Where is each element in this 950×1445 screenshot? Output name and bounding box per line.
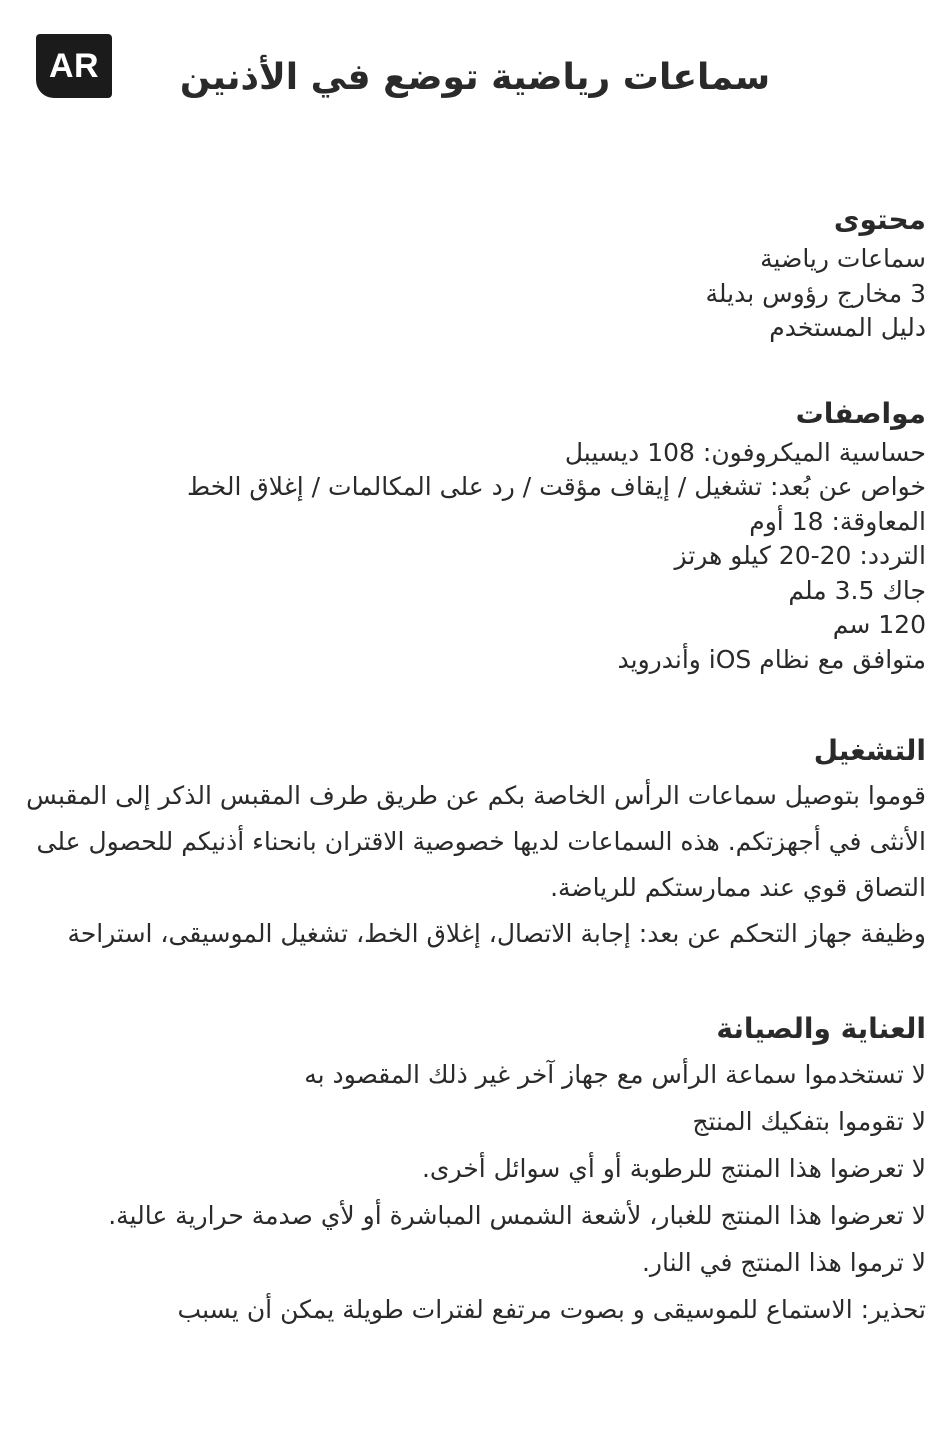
care-item: لا تقوموا بتفكيك المنتج — [692, 1107, 926, 1136]
care-item: لا تعرضوا هذا المنتج للغبار، لأشعة الشمس المباشرة أو لأي صدمة حرارية عالية. — [108, 1201, 926, 1230]
care-item: لا تعرضوا هذا المنتج للرطوبة أو أي سوائل أخرى. — [421, 1154, 926, 1183]
spec-item: التردد: 20-20 كيلو هرتز — [674, 541, 926, 570]
contents-item: دليل المستخدم — [769, 313, 926, 342]
contents-heading: محتوى — [833, 203, 926, 236]
care-section — [26, 1007, 926, 1333]
operation-paragraph: وظيفة جهاز التحكم عن بعد: إجابة الاتصال، إغلاق الخط، تشغيل الموسيقى، استراحة — [67, 919, 926, 948]
specs-heading: مواصفات — [795, 396, 926, 430]
specs-section — [26, 392, 926, 678]
operation-paragraph: قوموا بتوصيل سماعات الرأس الخاصة بكم عن طريق طرف المقبس الذكر إلى المقبس الأنثى في أجهزتكم. هذه السماعات لديها خصوصية الاقتران بانحناء أذنيكم للحصول على التصاق قوي عند ممارستكم للرياضة. — [26, 781, 926, 902]
spec-item: حساسية الميكروفون: 108 ديسيبل — [564, 437, 926, 467]
spec-item: جاك 3.5 ملم — [788, 575, 926, 605]
care-item: لا ترموا هذا المنتج في النار. — [641, 1248, 926, 1277]
spec-item: متوافق مع نظام iOS وأندرويد — [617, 644, 926, 674]
spec-item: خواص عن بُعد: تشغيل / إيقاف مؤقت / رد على المكالمات / إغلاق الخط — [187, 472, 926, 501]
care-item: لا تستخدموا سماعة الرأس مع جهاز آخر غير ذلك المقصود به — [304, 1060, 926, 1089]
contents-item: سماعات رياضية — [760, 244, 926, 273]
contents-item: 3 مخارج رؤوس بديلة — [705, 278, 926, 308]
page-title: سماعات رياضية توضع في الأذنين — [179, 57, 771, 98]
language-badge: AR — [36, 34, 112, 98]
contents-section — [26, 198, 926, 346]
operation-section — [26, 729, 926, 957]
care-item: تحذير: الاستماع للموسيقى و بصوت مرتفع لفترات طويلة يمكن أن يسبب — [177, 1295, 926, 1324]
care-heading: العناية والصيانة — [716, 1012, 926, 1045]
spec-item: المعاوقة: 18 أوم — [749, 506, 926, 536]
operation-heading: التشغيل — [813, 734, 926, 767]
spec-item: 120 سم — [832, 610, 926, 639]
manual-content — [26, 198, 926, 1333]
